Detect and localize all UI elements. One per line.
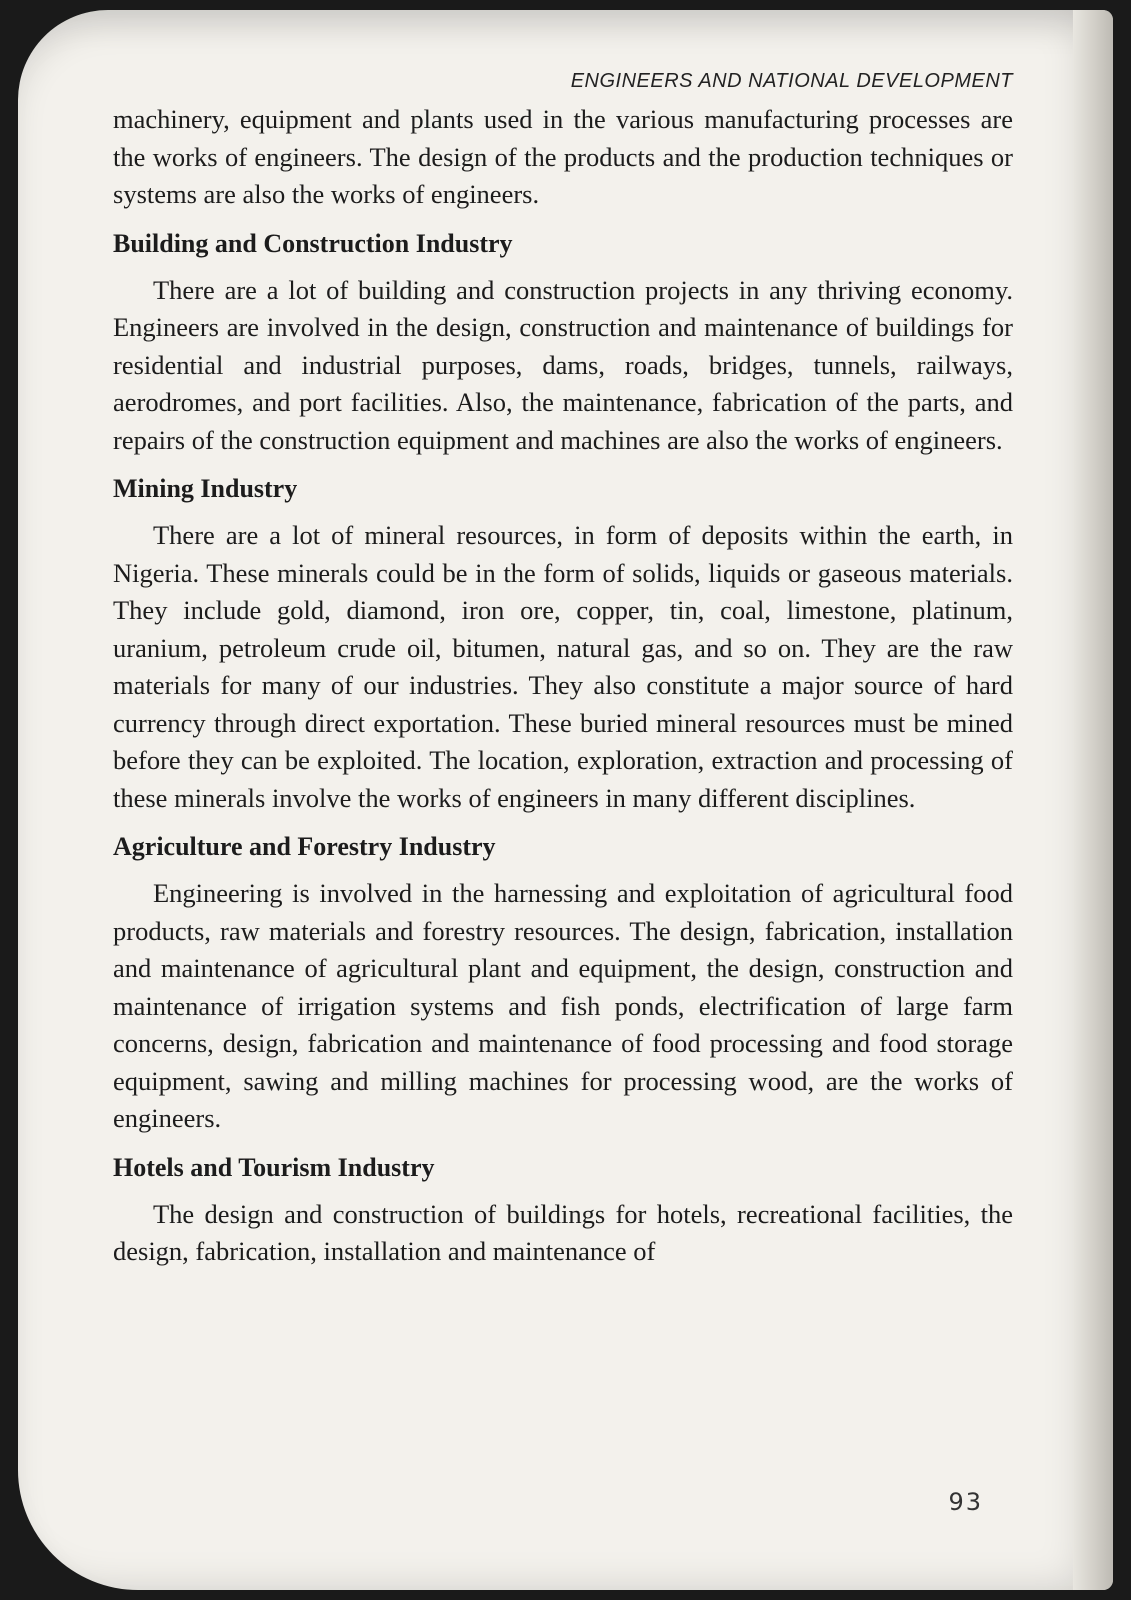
paragraph-hotels-tourism: The design and construction of buildings for hotels, recreational facilities, the design, fabrication, installation and maintenance of [113,1198,1013,1266]
heading-building-construction: Building and Construction Industry [113,228,513,258]
heading-mining: Mining Industry [113,474,298,503]
running-header: ENGINEERS AND NATIONAL DEVELOPMENT [570,70,1013,92]
heading-agriculture-forestry: Agriculture and Forestry Industry [113,832,496,861]
paragraph-mining: There are a lot of mineral resources, in form of deposits within the earth, in Nigeria. These minerals could be in the form of solids, liquids or gaseous materials. They include gold, diamond, iron ore, copper, tin, coal, limestone, platinum, uranium, petroleum crude oil, bitumen, natural gas, and so on. They are the raw materials for many of our industries. They also constitute a major source of hard currency through direct exportation. These buried mineral resources must be mined before they can be exploited. The location, exploration, extraction and processing of these minerals involve the works of engineers in many different disciplines. [113,520,1013,813]
page-content [113,70,1013,1271]
page-number: 93 [948,1488,983,1516]
paragraph-agriculture-forestry: Engineering is involved in the harnessing and exploitation of agricultural food products, raw materials and forestry resources. The design, fabrication, installation and maintenance of agricultural plant and equipment, the design, construction and maintenance of irrigation systems and fish ponds, electrification of large farm concerns, design, fabrication and maintenance of food processing and food storage equipment, sawing and milling machines for processing wood, are the works of engineers. [113,878,1013,1133]
paragraph-manufacturing: machinery, equipment and plants used in the various manufacturing processes are the works of engineers. The design of the products and the production techniques or systems are also the works of engineers. [113,104,1013,209]
paragraph-building-construction: There are a lot of building and construction projects in any thriving economy. Engineers are involved in the design, construction and maintenance of buildings for residential and industrial purposes, dams, roads, bridges, tunnels, railways, aerodromes, and port facilities. Also, the maintenance, fabrication of the parts, and repairs of the construction equipment and machines are also the works of engineers. [113,274,1013,455]
page-edge [1073,10,1113,1590]
heading-hotels-tourism: Hotels and Tourism Industry [113,1152,435,1182]
book-page [18,10,1113,1590]
